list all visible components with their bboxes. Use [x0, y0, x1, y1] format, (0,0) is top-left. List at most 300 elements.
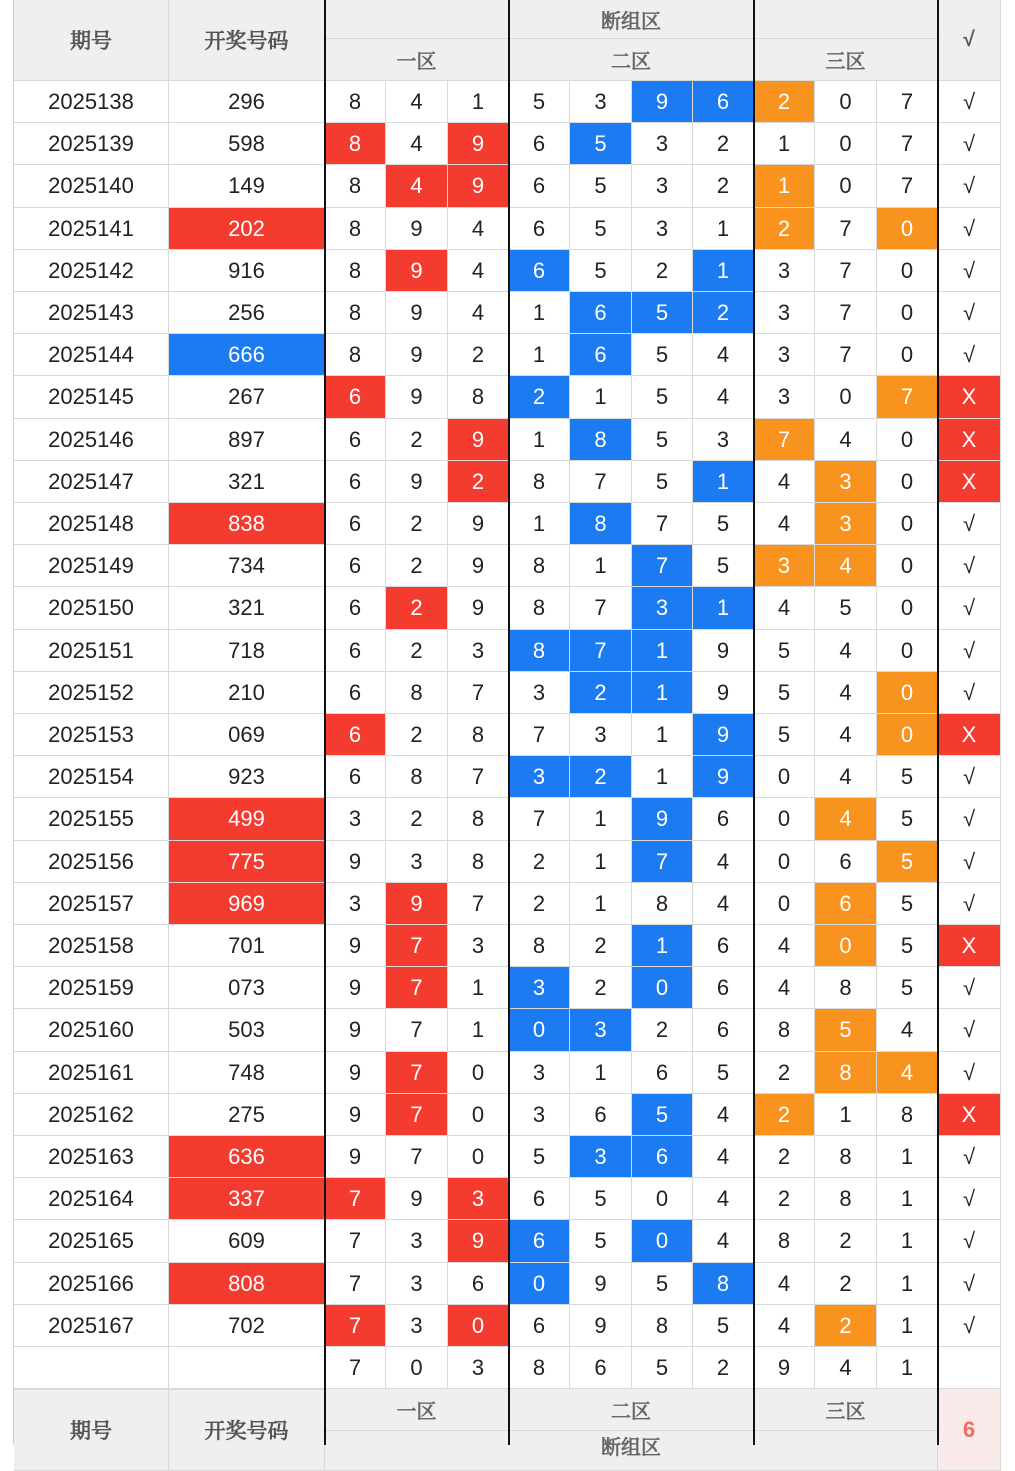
digit-cell: 2: [386, 503, 448, 545]
digit-cell: 9: [386, 1178, 448, 1220]
digit-cell: 4: [693, 1220, 754, 1263]
next-digit-cell: 6: [570, 1347, 632, 1389]
result-cell: √: [938, 208, 1001, 250]
digit-cell: 5: [693, 1305, 754, 1347]
zone-separator: [753, 0, 755, 1445]
draw-number-cell: 321: [169, 587, 325, 630]
digit-cell: 3: [509, 1094, 570, 1136]
result-cell: √: [938, 503, 1001, 545]
digit-cell: 7: [877, 123, 938, 165]
digit-cell: 9: [448, 503, 509, 545]
digit-cell: 0: [815, 376, 877, 419]
next-number-cell: [169, 1347, 325, 1389]
digit-cell: 3: [509, 756, 570, 798]
digit-cell: 8: [509, 925, 570, 967]
draw-number-cell: 503: [169, 1009, 325, 1052]
digit-cell: 6: [325, 756, 386, 798]
digit-cell: 2: [386, 630, 448, 672]
digit-cell: 1: [632, 925, 693, 967]
digit-cell: 7: [448, 756, 509, 798]
digit-cell: 0: [754, 756, 815, 798]
digit-cell: 1: [509, 503, 570, 545]
digit-cell: 0: [754, 841, 815, 883]
digit-cell: 4: [815, 630, 877, 672]
digit-cell: 9: [693, 630, 754, 672]
digit-cell: 7: [448, 883, 509, 925]
header-zone1: 一区: [325, 39, 509, 81]
digit-cell: 6: [632, 1136, 693, 1178]
digit-cell: 2: [386, 714, 448, 756]
digit-cell: 7: [325, 1178, 386, 1220]
digit-cell: 9: [386, 376, 448, 419]
digit-cell: 9: [386, 334, 448, 376]
digit-cell: 0: [448, 1094, 509, 1136]
digit-cell: 9: [325, 1009, 386, 1052]
digit-cell: 0: [877, 630, 938, 672]
header-check: √: [938, 0, 1001, 81]
digit-cell: 4: [815, 798, 877, 841]
digit-cell: 6: [509, 1220, 570, 1263]
lottery-table: [14, 0, 1001, 1459]
draw-number-cell: 499: [169, 798, 325, 841]
period-cell: 2025163: [14, 1136, 169, 1178]
digit-cell: 9: [448, 165, 509, 208]
period-cell: 2025156: [14, 841, 169, 883]
digit-cell: 3: [386, 841, 448, 883]
digit-cell: 2: [509, 841, 570, 883]
digit-cell: 7: [877, 165, 938, 208]
digit-cell: 3: [815, 461, 877, 503]
digit-cell: 1: [877, 1305, 938, 1347]
digit-cell: 2: [570, 672, 632, 714]
period-cell: 2025150: [14, 587, 169, 630]
digit-cell: 5: [754, 714, 815, 756]
digit-cell: 7: [325, 1305, 386, 1347]
draw-number-cell: 916: [169, 250, 325, 292]
digit-cell: 7: [815, 208, 877, 250]
digit-cell: 0: [815, 81, 877, 123]
digit-cell: 9: [325, 1094, 386, 1136]
digit-cell: 7: [509, 714, 570, 756]
digit-cell: 6: [570, 1094, 632, 1136]
header-zone2: 二区: [509, 39, 754, 81]
digit-cell: 0: [754, 883, 815, 925]
digit-cell: 9: [386, 883, 448, 925]
digit-cell: 9: [325, 841, 386, 883]
digit-cell: 9: [448, 587, 509, 630]
digit-cell: 3: [754, 334, 815, 376]
digit-cell: 0: [877, 208, 938, 250]
result-cell: √: [938, 81, 1001, 123]
digit-cell: 9: [570, 1305, 632, 1347]
result-cell: √: [938, 883, 1001, 925]
draw-number-cell: 775: [169, 841, 325, 883]
digit-cell: 4: [693, 841, 754, 883]
digit-cell: 2: [386, 798, 448, 841]
draw-number-cell: 748: [169, 1052, 325, 1094]
digit-cell: 8: [509, 461, 570, 503]
digit-cell: 9: [325, 1052, 386, 1094]
digit-cell: 6: [509, 208, 570, 250]
next-digit-cell: 3: [448, 1347, 509, 1389]
digit-cell: 0: [448, 1305, 509, 1347]
digit-cell: 6: [509, 1305, 570, 1347]
draw-number-cell: 202: [169, 208, 325, 250]
digit-cell: 2: [754, 1178, 815, 1220]
draw-number-cell: 734: [169, 545, 325, 587]
digit-cell: 8: [815, 967, 877, 1009]
digit-cell: 0: [815, 165, 877, 208]
header-period: 期号: [14, 0, 169, 81]
digit-cell: 6: [693, 967, 754, 1009]
digit-cell: 2: [754, 1136, 815, 1178]
result-cell: √: [938, 165, 1001, 208]
digit-cell: 0: [877, 334, 938, 376]
digit-cell: 6: [325, 714, 386, 756]
result-cell: X: [938, 419, 1001, 461]
digit-cell: 8: [448, 841, 509, 883]
digit-cell: 3: [570, 714, 632, 756]
digit-cell: 9: [386, 250, 448, 292]
digit-cell: 3: [509, 672, 570, 714]
result-cell: X: [938, 1094, 1001, 1136]
digit-cell: 1: [570, 883, 632, 925]
period-cell: 2025165: [14, 1220, 169, 1263]
result-cell: √: [938, 292, 1001, 334]
digit-cell: 6: [325, 461, 386, 503]
digit-cell: 5: [754, 672, 815, 714]
footer-zone2: 二区: [509, 1389, 754, 1431]
period-cell: 2025148: [14, 503, 169, 545]
digit-cell: 4: [815, 419, 877, 461]
draw-number-cell: 210: [169, 672, 325, 714]
digit-cell: 5: [877, 925, 938, 967]
digit-cell: 3: [693, 419, 754, 461]
digit-cell: 7: [448, 672, 509, 714]
digit-cell: 6: [693, 798, 754, 841]
digit-cell: 2: [754, 81, 815, 123]
digit-cell: 1: [877, 1220, 938, 1263]
digit-cell: 0: [632, 1220, 693, 1263]
result-cell: X: [938, 376, 1001, 419]
digit-cell: 2: [570, 756, 632, 798]
digit-cell: 8: [754, 1009, 815, 1052]
digit-cell: 0: [877, 587, 938, 630]
digit-cell: 1: [448, 967, 509, 1009]
period-cell: 2025138: [14, 81, 169, 123]
digit-cell: 8: [815, 1178, 877, 1220]
digit-cell: 6: [325, 630, 386, 672]
draw-number-cell: 718: [169, 630, 325, 672]
digit-cell: 9: [632, 81, 693, 123]
digit-cell: 8: [325, 123, 386, 165]
digit-cell: 5: [570, 1220, 632, 1263]
digit-cell: 0: [815, 925, 877, 967]
digit-cell: 6: [325, 503, 386, 545]
footer-period: 期号: [14, 1389, 169, 1471]
digit-cell: 3: [386, 1263, 448, 1305]
period-cell: 2025154: [14, 756, 169, 798]
digit-cell: 9: [448, 1220, 509, 1263]
digit-cell: 1: [877, 1263, 938, 1305]
result-cell: √: [938, 587, 1001, 630]
digit-cell: 6: [693, 81, 754, 123]
digit-cell: 3: [632, 123, 693, 165]
footer-zone3: 三区: [754, 1389, 938, 1431]
digit-cell: 5: [509, 81, 570, 123]
footer-group-title: 断组区: [325, 1431, 938, 1471]
digit-cell: 1: [632, 756, 693, 798]
digit-cell: 5: [509, 1136, 570, 1178]
digit-cell: 4: [815, 672, 877, 714]
digit-cell: 5: [877, 798, 938, 841]
digit-cell: 1: [754, 123, 815, 165]
digit-cell: 1: [448, 1009, 509, 1052]
digit-cell: 6: [570, 334, 632, 376]
digit-cell: 9: [693, 672, 754, 714]
digit-cell: 6: [509, 250, 570, 292]
digit-cell: 8: [325, 334, 386, 376]
draw-number-cell: 701: [169, 925, 325, 967]
digit-cell: 4: [448, 250, 509, 292]
digit-cell: 4: [754, 925, 815, 967]
digit-cell: 1: [448, 81, 509, 123]
period-cell: 2025143: [14, 292, 169, 334]
digit-cell: 8: [632, 883, 693, 925]
digit-cell: 6: [815, 883, 877, 925]
digit-cell: 2: [570, 967, 632, 1009]
digit-cell: 4: [877, 1009, 938, 1052]
period-cell: 2025167: [14, 1305, 169, 1347]
result-cell: √: [938, 545, 1001, 587]
digit-cell: 9: [386, 208, 448, 250]
digit-cell: 1: [693, 208, 754, 250]
next-digit-cell: 1: [877, 1347, 938, 1389]
digit-cell: 3: [632, 165, 693, 208]
digit-cell: 8: [325, 81, 386, 123]
digit-cell: 6: [632, 1052, 693, 1094]
draw-number-cell: 808: [169, 1263, 325, 1305]
digit-cell: 1: [754, 165, 815, 208]
draw-number-cell: 969: [169, 883, 325, 925]
header-number: 开奖号码: [169, 0, 325, 81]
digit-cell: 3: [632, 208, 693, 250]
digit-cell: 7: [754, 419, 815, 461]
digit-cell: 5: [632, 334, 693, 376]
digit-cell: 5: [570, 165, 632, 208]
digit-cell: 0: [877, 503, 938, 545]
digit-cell: 1: [570, 798, 632, 841]
result-cell: √: [938, 798, 1001, 841]
digit-cell: 5: [570, 123, 632, 165]
digit-cell: 0: [877, 292, 938, 334]
digit-cell: 7: [815, 250, 877, 292]
digit-cell: 8: [877, 1094, 938, 1136]
draw-number-cell: 923: [169, 756, 325, 798]
digit-cell: 8: [509, 587, 570, 630]
digit-cell: 3: [386, 1220, 448, 1263]
digit-cell: 7: [632, 545, 693, 587]
digit-cell: 3: [754, 545, 815, 587]
digit-cell: 3: [570, 1009, 632, 1052]
period-cell: 2025147: [14, 461, 169, 503]
digit-cell: 4: [754, 967, 815, 1009]
period-cell: 2025166: [14, 1263, 169, 1305]
draw-number-cell: 267: [169, 376, 325, 419]
next-result-cell: [938, 1347, 1001, 1389]
next-digit-cell: 0: [386, 1347, 448, 1389]
digit-cell: 7: [632, 503, 693, 545]
digit-cell: 4: [386, 81, 448, 123]
digit-cell: 0: [877, 250, 938, 292]
digit-cell: 5: [570, 250, 632, 292]
digit-cell: 4: [448, 208, 509, 250]
header-zone3: 三区: [754, 39, 938, 81]
digit-cell: 8: [325, 165, 386, 208]
digit-cell: 1: [877, 1178, 938, 1220]
draw-number-cell: 069: [169, 714, 325, 756]
digit-cell: 1: [632, 672, 693, 714]
digit-cell: 5: [693, 545, 754, 587]
digit-cell: 5: [632, 1263, 693, 1305]
digit-cell: 2: [754, 208, 815, 250]
digit-cell: 6: [325, 419, 386, 461]
digit-cell: 2: [509, 376, 570, 419]
digit-cell: 0: [754, 798, 815, 841]
digit-cell: 8: [570, 503, 632, 545]
draw-number-cell: 598: [169, 123, 325, 165]
digit-cell: 8: [325, 250, 386, 292]
draw-number-cell: 897: [169, 419, 325, 461]
digit-cell: 3: [509, 967, 570, 1009]
period-cell: 2025155: [14, 798, 169, 841]
digit-cell: 9: [570, 1263, 632, 1305]
period-cell: 2025153: [14, 714, 169, 756]
draw-number-cell: 609: [169, 1220, 325, 1263]
result-cell: √: [938, 250, 1001, 292]
digit-cell: 3: [448, 630, 509, 672]
digit-cell: 1: [815, 1094, 877, 1136]
digit-cell: 4: [877, 1052, 938, 1094]
digit-cell: 4: [754, 503, 815, 545]
next-digit-cell: 8: [509, 1347, 570, 1389]
result-cell: √: [938, 1136, 1001, 1178]
next-digit-cell: 5: [632, 1347, 693, 1389]
digit-cell: 4: [693, 883, 754, 925]
result-cell: √: [938, 1009, 1001, 1052]
digit-cell: 2: [448, 334, 509, 376]
digit-cell: 5: [632, 292, 693, 334]
period-cell: 2025141: [14, 208, 169, 250]
digit-cell: 9: [325, 1136, 386, 1178]
digit-cell: 0: [509, 1009, 570, 1052]
result-cell: X: [938, 925, 1001, 967]
draw-number-cell: 073: [169, 967, 325, 1009]
digit-cell: 0: [877, 419, 938, 461]
digit-cell: 6: [509, 165, 570, 208]
digit-cell: 0: [448, 1052, 509, 1094]
zone-separator: [937, 0, 939, 1445]
digit-cell: 0: [632, 967, 693, 1009]
period-cell: 2025149: [14, 545, 169, 587]
digit-cell: 1: [570, 376, 632, 419]
digit-cell: 1: [570, 1052, 632, 1094]
digit-cell: 7: [386, 1136, 448, 1178]
digit-cell: 6: [570, 292, 632, 334]
digit-cell: 8: [325, 292, 386, 334]
digit-cell: 2: [509, 883, 570, 925]
digit-cell: 1: [877, 1136, 938, 1178]
digit-cell: 5: [570, 1178, 632, 1220]
digit-cell: 8: [325, 208, 386, 250]
result-cell: √: [938, 841, 1001, 883]
period-cell: 2025161: [14, 1052, 169, 1094]
digit-cell: 8: [509, 545, 570, 587]
result-cell: √: [938, 756, 1001, 798]
digit-cell: 5: [754, 630, 815, 672]
digit-cell: 5: [877, 883, 938, 925]
digit-cell: 7: [815, 334, 877, 376]
draw-number-cell: 321: [169, 461, 325, 503]
digit-cell: 5: [632, 1094, 693, 1136]
next-digit-cell: 2: [693, 1347, 754, 1389]
period-cell: 2025164: [14, 1178, 169, 1220]
result-cell: √: [938, 334, 1001, 376]
digit-cell: 4: [754, 587, 815, 630]
digit-cell: 4: [693, 376, 754, 419]
digit-cell: 3: [325, 883, 386, 925]
digit-cell: 3: [570, 1136, 632, 1178]
digit-cell: 8: [693, 1263, 754, 1305]
draw-number-cell: 337: [169, 1178, 325, 1220]
digit-cell: 2: [754, 1052, 815, 1094]
digit-cell: 4: [693, 1094, 754, 1136]
result-cell: √: [938, 123, 1001, 165]
digit-cell: 2: [386, 587, 448, 630]
digit-cell: 9: [448, 545, 509, 587]
digit-cell: 3: [632, 587, 693, 630]
digit-cell: 4: [815, 545, 877, 587]
digit-cell: 3: [325, 798, 386, 841]
result-cell: √: [938, 630, 1001, 672]
next-digit-cell: 9: [754, 1347, 815, 1389]
digit-cell: 4: [815, 714, 877, 756]
draw-number-cell: 149: [169, 165, 325, 208]
digit-cell: 7: [325, 1220, 386, 1263]
digit-cell: 9: [632, 798, 693, 841]
digit-cell: 2: [632, 250, 693, 292]
digit-cell: 9: [325, 925, 386, 967]
digit-cell: 8: [386, 756, 448, 798]
digit-cell: 9: [448, 419, 509, 461]
digit-cell: 7: [386, 967, 448, 1009]
digit-cell: 4: [754, 1263, 815, 1305]
digit-cell: 4: [754, 1305, 815, 1347]
digit-cell: 2: [693, 292, 754, 334]
digit-cell: 3: [386, 1305, 448, 1347]
digit-cell: 0: [877, 714, 938, 756]
digit-cell: 5: [632, 419, 693, 461]
digit-cell: 2: [693, 123, 754, 165]
digit-cell: 0: [448, 1136, 509, 1178]
digit-cell: 1: [509, 419, 570, 461]
digit-cell: 3: [448, 925, 509, 967]
digit-cell: 6: [448, 1263, 509, 1305]
draw-number-cell: 702: [169, 1305, 325, 1347]
digit-cell: 8: [448, 376, 509, 419]
digit-cell: 3: [815, 503, 877, 545]
digit-cell: 7: [570, 630, 632, 672]
